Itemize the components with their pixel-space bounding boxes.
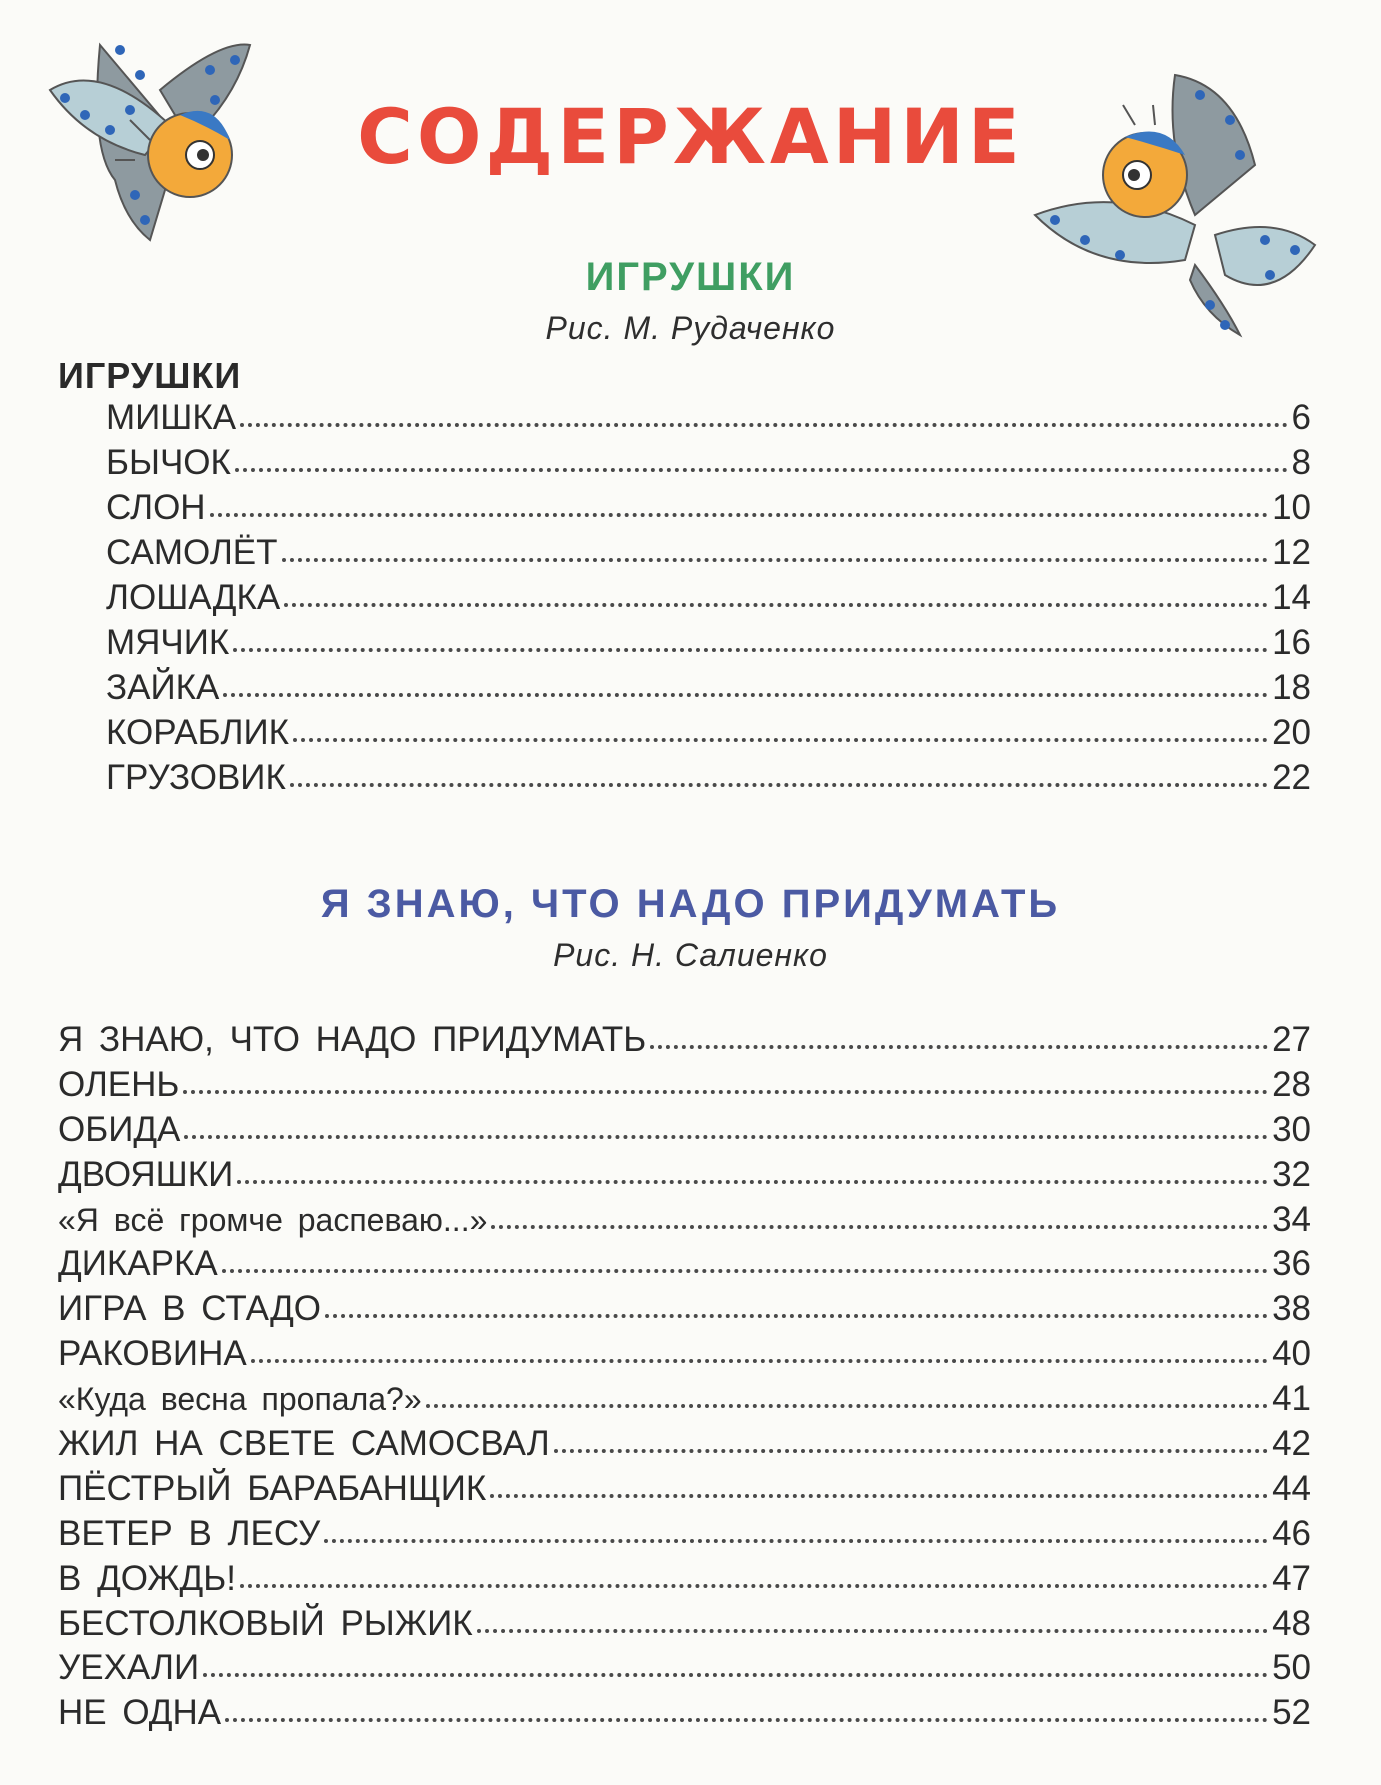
entry-title: ВЕТЕР В ЛЕСУ (58, 1513, 321, 1553)
entry-title: ЛОШАДКА (106, 578, 281, 617)
entry-title: ДИКАРКА (58, 1244, 218, 1284)
entry-title: Я ЗНАЮ, ЧТО НАДО ПРИДУМАТЬ (58, 1020, 647, 1059)
entry-title: ЖИЛ НА СВЕТЕ САМОСВАЛ (58, 1424, 550, 1464)
page-title: СОДЕРЖАНИЕ (357, 92, 1024, 181)
dot-leader (290, 783, 1268, 787)
entry-title: МЯЧИК (106, 623, 230, 662)
dot-leader (426, 1404, 1268, 1408)
entry-title: УЕХАЛИ (58, 1648, 200, 1688)
page-number: 14 (1272, 578, 1311, 617)
section-title: ИГРУШКИ (585, 255, 796, 299)
toc-entry[interactable] (58, 1020, 1311, 1065)
dot-leader (210, 513, 1268, 517)
dot-leader (325, 1314, 1268, 1318)
dot-leader (235, 468, 1288, 472)
entry-title: «Куда весна пропала?» (58, 1381, 422, 1418)
entry-title: ОЛЕНЬ (58, 1064, 180, 1104)
page-number: 16 (1272, 623, 1311, 662)
toc-entry[interactable] (106, 488, 1311, 533)
dot-leader (554, 1449, 1268, 1453)
toc-entry[interactable] (58, 1200, 1311, 1245)
toc-entry[interactable] (58, 1648, 1311, 1693)
dot-leader (240, 423, 1287, 427)
page-number: 22 (1272, 758, 1311, 797)
page-number: 30 (1272, 1109, 1311, 1149)
dot-leader (222, 1269, 1268, 1273)
illustrator-credit: Рис. М. Рудаченко (545, 310, 836, 346)
toc-entry[interactable] (58, 1155, 1311, 1200)
page-number: 36 (1272, 1244, 1311, 1284)
toc-entry[interactable] (106, 578, 1311, 623)
page-number: 28 (1272, 1064, 1311, 1104)
entry-title: ДВОЯШКИ (58, 1154, 234, 1194)
group-heading: ИГРУШКИ (58, 355, 242, 396)
toc-entry[interactable] (106, 623, 1311, 668)
toc-entry[interactable] (58, 1379, 1311, 1424)
toc-entry[interactable] (58, 1559, 1311, 1604)
entry-title: САМОЛЁТ (106, 533, 278, 572)
toc-entry[interactable] (58, 1334, 1311, 1379)
dot-leader (491, 1225, 1268, 1229)
entry-title: ИГРА В СТАДО (58, 1289, 322, 1329)
dot-leader (490, 1494, 1268, 1498)
entry-title: СЛОН (106, 488, 206, 527)
toc-entry[interactable] (106, 758, 1311, 803)
page-number: 48 (1272, 1603, 1311, 1643)
entry-title: ГРУЗОВИК (106, 758, 286, 797)
dot-leader (237, 1180, 1268, 1184)
page-number: 6 (1291, 398, 1311, 437)
dot-leader (477, 1629, 1268, 1633)
toc-entry[interactable] (106, 533, 1311, 578)
page-number: 46 (1272, 1513, 1311, 1553)
toc-entry[interactable] (58, 1424, 1311, 1469)
toc-entry[interactable] (58, 1469, 1311, 1514)
entry-title: ЗАЙКА (106, 668, 220, 707)
dot-leader (233, 648, 1268, 652)
page-number: 12 (1272, 533, 1311, 572)
illustrator-credit: Рис. Н. Салиенко (553, 937, 828, 973)
dot-leader (324, 1539, 1268, 1543)
entry-title: МИШКА (106, 398, 237, 437)
entry-title: ПЁСТРЫЙ БАРАБАНЩИК (58, 1468, 487, 1508)
page-number: 34 (1272, 1199, 1311, 1239)
page-number: 8 (1291, 443, 1311, 482)
toc-entry[interactable] (58, 1065, 1311, 1110)
page-number: 41 (1272, 1379, 1311, 1419)
toc-entry[interactable] (106, 713, 1311, 758)
page-number: 52 (1272, 1693, 1311, 1733)
page-number: 18 (1272, 668, 1311, 707)
toc-entry[interactable] (58, 1244, 1311, 1289)
entry-title: ОБИДА (58, 1109, 181, 1149)
toc-entry[interactable] (106, 443, 1311, 488)
page-number: 20 (1272, 713, 1311, 752)
toc-entry[interactable] (58, 1604, 1311, 1649)
entry-title: БЫЧОК (106, 443, 231, 482)
entry-title: БЕСТОЛКОВЫЙ РЫЖИК (58, 1603, 473, 1643)
page-number: 32 (1272, 1154, 1311, 1194)
dot-leader (284, 603, 1268, 607)
page-number: 10 (1272, 488, 1311, 527)
page-number: 38 (1272, 1289, 1311, 1329)
toc-list (106, 398, 1311, 803)
dot-leader (225, 1718, 1268, 1722)
page-number: 44 (1272, 1468, 1311, 1508)
dot-leader (203, 1673, 1268, 1677)
toc-entry[interactable] (58, 1289, 1311, 1334)
toc-entry[interactable] (58, 1110, 1311, 1155)
entry-title: «Я всё громче распеваю...» (58, 1201, 488, 1238)
page-number: 40 (1272, 1334, 1311, 1374)
dot-leader (184, 1135, 1268, 1139)
page-number: 50 (1272, 1648, 1311, 1688)
dot-leader (183, 1090, 1268, 1094)
section-title: Я ЗНАЮ, ЧТО НАДО ПРИДУМАТЬ (320, 882, 1061, 926)
page-number: 27 (1272, 1020, 1311, 1059)
toc-entry[interactable] (58, 1514, 1311, 1559)
entry-title: В ДОЖДЬ! (58, 1558, 236, 1598)
dot-leader (223, 693, 1268, 697)
entry-title: КОРАБЛИК (106, 713, 290, 752)
dot-leader (650, 1045, 1268, 1049)
dot-leader (293, 738, 1268, 742)
toc-entry[interactable] (58, 1693, 1311, 1738)
dot-leader (240, 1584, 1268, 1588)
page-number: 42 (1272, 1424, 1311, 1464)
dot-leader (251, 1359, 1268, 1363)
entry-title: РАКОВИНА (58, 1334, 247, 1374)
toc-entry[interactable] (106, 668, 1311, 713)
page-number: 47 (1272, 1558, 1311, 1598)
toc-entry[interactable] (106, 398, 1311, 443)
entry-title: НЕ ОДНА (58, 1693, 222, 1733)
toc-list (58, 1020, 1311, 1738)
dot-leader (282, 558, 1269, 562)
